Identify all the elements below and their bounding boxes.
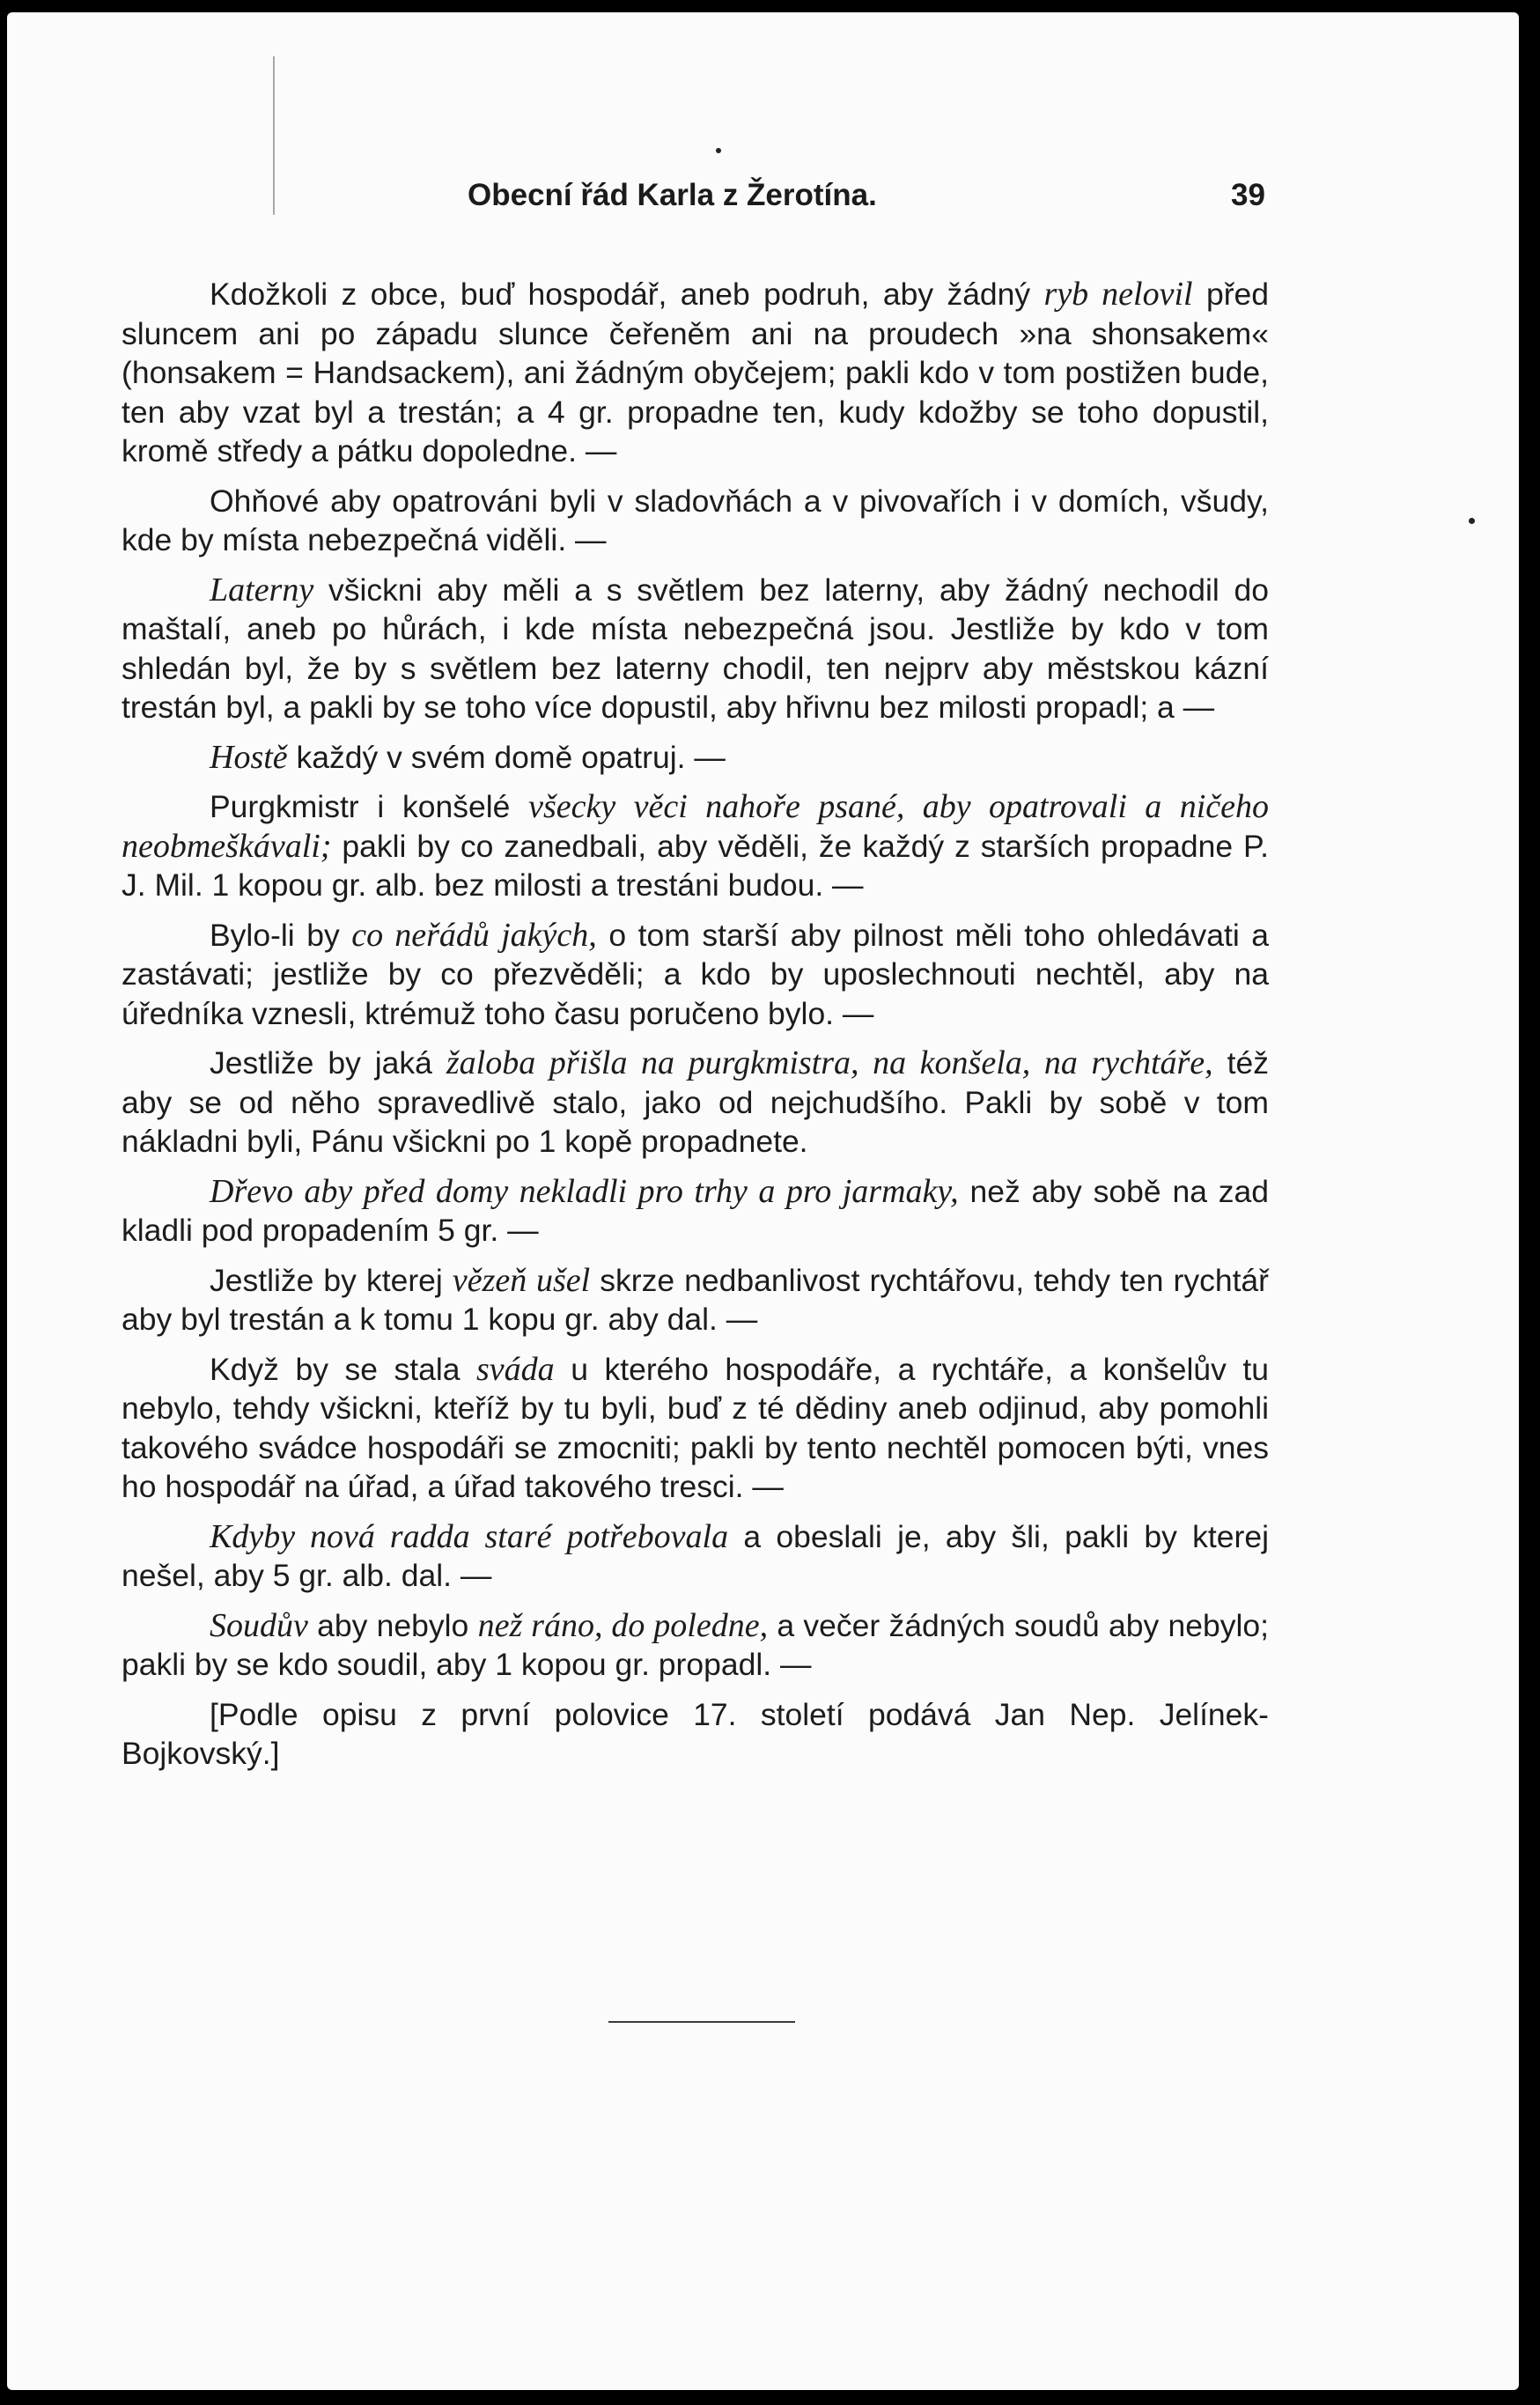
paragraph-text: skrze nedbanlivost rychtářovu, tehdy ten rychtář aby byl trestán a k tomu 1 kopu gr. aby dal. — bbox=[122, 1262, 1270, 1337]
emphasized-text: Hostě bbox=[210, 738, 288, 776]
paragraph-text: Jestliže by jaká bbox=[210, 1045, 446, 1081]
paragraph bbox=[122, 738, 1269, 778]
emphasized-text: Laterny bbox=[210, 571, 314, 609]
running-header bbox=[7, 178, 1519, 222]
closing-rule bbox=[608, 2021, 795, 2023]
ink-speck bbox=[1469, 518, 1475, 524]
paragraph-text: Purgkmistr i konšelé bbox=[210, 789, 529, 824]
emphasized-text: ryb nelovil bbox=[1043, 276, 1193, 313]
ink-speck bbox=[716, 148, 721, 153]
emphasized-text: než ráno, do poledne, bbox=[477, 1606, 769, 1644]
paragraph-text: o tom starší aby pilnost měli toho ohledávati a zastávati; jestliže by co přezvěděli; a kdo by uposlechnouti nechtěl, aby na úředníka vznesli, ktrémuž toho času poručeno bylo. — bbox=[122, 917, 1270, 1031]
paragraph bbox=[122, 1044, 1269, 1162]
paragraph bbox=[122, 787, 1269, 905]
paragraph bbox=[122, 1350, 1269, 1507]
paragraph bbox=[122, 1261, 1269, 1339]
paragraph-text: Když by se stala bbox=[210, 1351, 477, 1387]
paragraph-text: aby nebylo bbox=[307, 1607, 478, 1643]
paragraph bbox=[122, 1517, 1269, 1596]
paragraph-text: u kterého hospodáře, a rychtáře, a konšelův tu nebylo, tehdy všickni, kteříž by tu byli, buď z té dědiny aneb odjinud, aby pomohli takového svádce hospodáři se zmocniti; pakli by tento nechtěl pomocen býti, vnes ho hospodář na úřad, a úřad takového tresci. — bbox=[122, 1351, 1269, 1504]
paragraph-text: Kdožkoli z obce, buď hospodář, aneb podruh, aby žádný bbox=[210, 277, 1044, 312]
paragraph bbox=[122, 1606, 1269, 1685]
paragraph bbox=[122, 482, 1269, 560]
emphasized-text: svádа bbox=[476, 1350, 555, 1388]
paragraph-text: před sluncem ani po západu slunce čeřeněm ani na proudech »na shonsakem« (honsakem = Handsackem), ani žádným obyčejem; pakli kdo v tom postižen bude, ten aby vzat byl a trestán; a 4 gr. propadne ten, kudy kdožby se toho dopustil, kromě středy a pátku dopoledne. — bbox=[122, 277, 1270, 468]
paragraph-text: všickni aby měli a s světlem bez laterny, aby žádný nechodil do maštalí, aneb po hůrách, i kde místa nebezpečná jsou. Jestliže by kdo v tom shledán byl, že by s světlem bez laterny chodil, ten nejprv aby městskou kázní trestán byl, a pakli by se toho více dopustil, aby hřivnu bez milosti propadl; a — bbox=[122, 572, 1269, 725]
paragraph bbox=[122, 916, 1269, 1034]
emphasized-text: Kdyby nová radda staré potřebovala bbox=[210, 1517, 729, 1555]
paragraph-text: Ohňové aby opatrováni byli v sladovňách a v pivovařích i v domích, všudy, kde by místa nebezpečná viděli. — bbox=[122, 483, 1269, 557]
emphasized-text: všecky věci nahoře psané, aby opatrovali a ničeho neobmeškávali; bbox=[122, 788, 1269, 865]
page-number: 39 bbox=[1231, 178, 1265, 212]
paragraph-text: a večer žádných soudů aby nebylo; pakli by se kdo soudil, aby 1 kopou gr. propadl. — bbox=[122, 1607, 1269, 1682]
paragraph-text: Jestliže by kterej bbox=[210, 1262, 453, 1298]
body-text bbox=[122, 275, 1269, 1784]
emphasized-text: Dřevo aby před domy nekladli pro trhy a pro jarmaky, bbox=[210, 1172, 959, 1210]
paragraph-text: a obeslali je, aby šli, pakli by kterej nešel, aby 5 gr. alb. dal. — bbox=[122, 1518, 1269, 1593]
emphasized-text: Soudův bbox=[210, 1606, 308, 1644]
source-note: [Podle opisu z první polovice 17. století podává Jan Nep. Jelínek-Bojkovský.] bbox=[122, 1696, 1269, 1771]
paragraph-text: než aby sobě na zad kladli pod propadením 5 gr. — bbox=[122, 1173, 1270, 1248]
book-page bbox=[7, 12, 1519, 2390]
emphasized-text: co neřádů jakých, bbox=[351, 916, 597, 954]
paragraph bbox=[122, 571, 1269, 727]
running-title: Obecní řád Karla z Žerotína. bbox=[468, 178, 877, 212]
emphasized-text: žaloba přišla na purgkmistra, na konšela, na rychtáře, bbox=[446, 1044, 1213, 1081]
emphasized-text: vězeň ušel bbox=[452, 1261, 591, 1299]
paragraph-text: každý v svém domě opatruj. — bbox=[287, 739, 726, 775]
paragraph-text: pakli by co zanedbali, aby věděli, že každý z starších propadne P. J. Mil. 1 kopou gr. alb. bez milosti a trestáni budou. — bbox=[122, 828, 1269, 903]
paragraph bbox=[122, 275, 1269, 471]
paragraph-text: též aby se od něho spravedlivě stalo, jako od nejchudšího. Pakli by sobě v tom nákladni byli, Pánu všickni po 1 kopě propadnete. bbox=[122, 1045, 1269, 1159]
paragraph-text: Bylo-li by bbox=[210, 917, 352, 953]
paragraph bbox=[122, 1172, 1269, 1250]
